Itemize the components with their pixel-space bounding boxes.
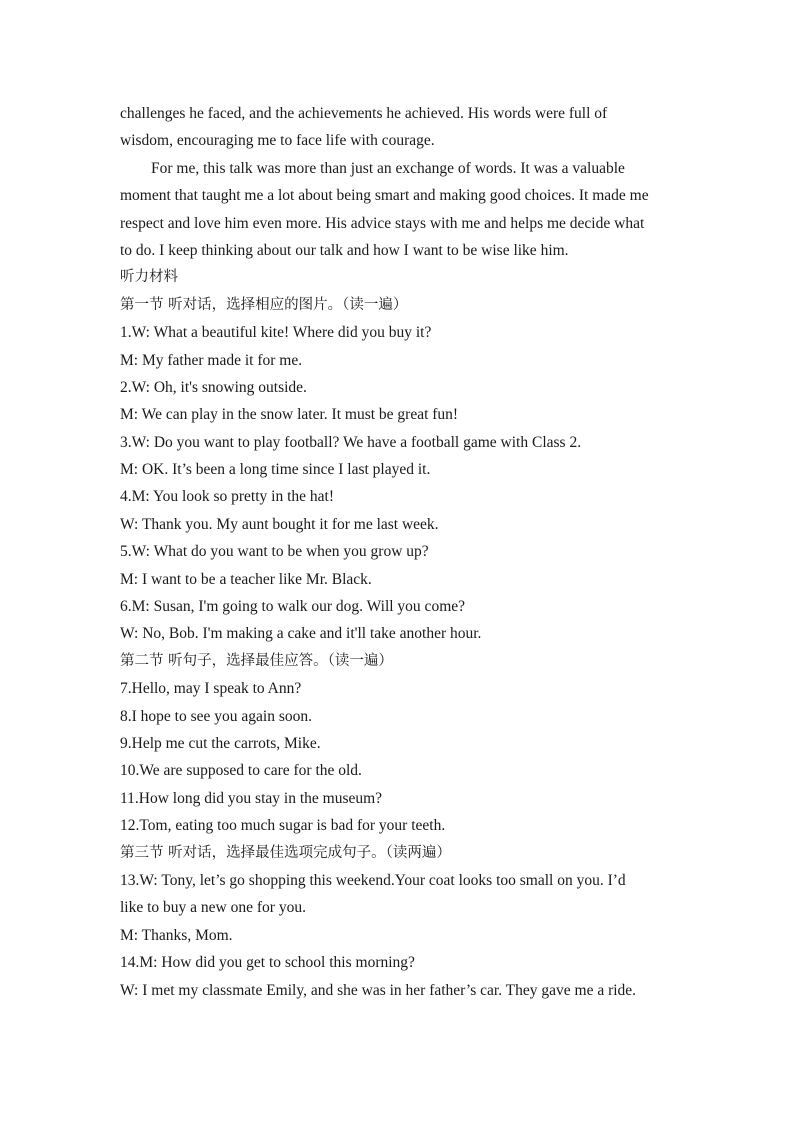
essay-paragraph-1 — [120, 100, 680, 155]
dialogue-line: M: We can play in the snow later. It must be great fun! — [120, 406, 459, 424]
dialogue-line: W: I met my classmate Emily, and she was in her father’s car. They gave me a ride. — [120, 981, 637, 999]
essay-paragraph-2 — [120, 155, 680, 265]
dialogue-line: 3.W: Do you want to play football? We have a football game with Class 2. — [120, 433, 582, 451]
dialogue-line: 13.W: Tony, let’s go shopping this weekend.Your coat looks too small on you. I’d — [120, 871, 626, 889]
dialogue-line: 1.W: What a beautiful kite! Where did you buy it? — [120, 324, 432, 342]
dialogue-line: M: My father made it for me. — [120, 351, 303, 369]
section-heading: 第三节 听对话，选择最佳选项完成句子。（读两遍） — [120, 844, 451, 861]
dialogue-line: W: Thank you. My aunt bought it for me last week. — [120, 515, 439, 533]
text-line: challenges he faced, and the achievements he achieved. His words were full of — [120, 105, 608, 122]
section-heading: 第一节 听对话，选择相应的图片。（读一遍） — [120, 296, 408, 313]
dialogue-line: 4.M: You look so pretty in the hat! — [120, 488, 334, 506]
section-heading: 第二节 听句子，选择最佳应答。（读一遍） — [120, 652, 393, 669]
text-line: moment that taught me a lot about being smart and making good choices. It made me — [120, 187, 649, 205]
dialogue-line: M: Thanks, Mom. — [120, 926, 233, 944]
dialogue-line: M: I want to be a teacher like Mr. Black. — [120, 570, 372, 588]
section-2 — [120, 648, 680, 840]
dialogue-line: 6.M: Susan, I'm going to walk our dog. Will you come? — [120, 598, 466, 616]
text-line: to do. I keep thinking about our talk and how I want to be wise like him. — [120, 241, 569, 259]
sentence-line: 9.Help me cut the carrots, Mike. — [120, 734, 321, 752]
document-page — [120, 100, 680, 1004]
dialogue-line: W: No, Bob. I'm making a cake and it'll take another hour. — [120, 625, 482, 643]
dialogue-line: like to buy a new one for you. — [120, 899, 306, 917]
dialogue-line: 14.M: How did you get to school this morning? — [120, 954, 415, 972]
text-line: For me, this talk was more than just an exchange of words. It was a valuable — [151, 159, 625, 177]
section-3 — [120, 840, 680, 1004]
dialogue-line: M: OK. It’s been a long time since I last played it. — [120, 461, 431, 479]
sentence-line: 12.Tom, eating too much sugar is bad for your teeth. — [120, 817, 446, 835]
text-line: respect and love him even more. His advice stays with me and helps me decide what — [120, 214, 645, 232]
section-1 — [120, 292, 680, 648]
text-line: wisdom, encouraging me to face life with courage. — [120, 132, 435, 150]
sentence-line: 7.Hello, may I speak to Ann? — [120, 680, 302, 698]
transcript-title: 听力材料 — [120, 269, 178, 286]
sentence-line: 10.We are supposed to care for the old. — [120, 762, 362, 780]
dialogue-line: 5.W: What do you want to be when you grow up? — [120, 543, 429, 561]
sentence-line: 11.How long did you stay in the museum? — [120, 789, 383, 807]
dialogue-line: 2.W: Oh, it's snowing outside. — [120, 378, 307, 396]
sentence-line: 8.I hope to see you again soon. — [120, 707, 312, 725]
